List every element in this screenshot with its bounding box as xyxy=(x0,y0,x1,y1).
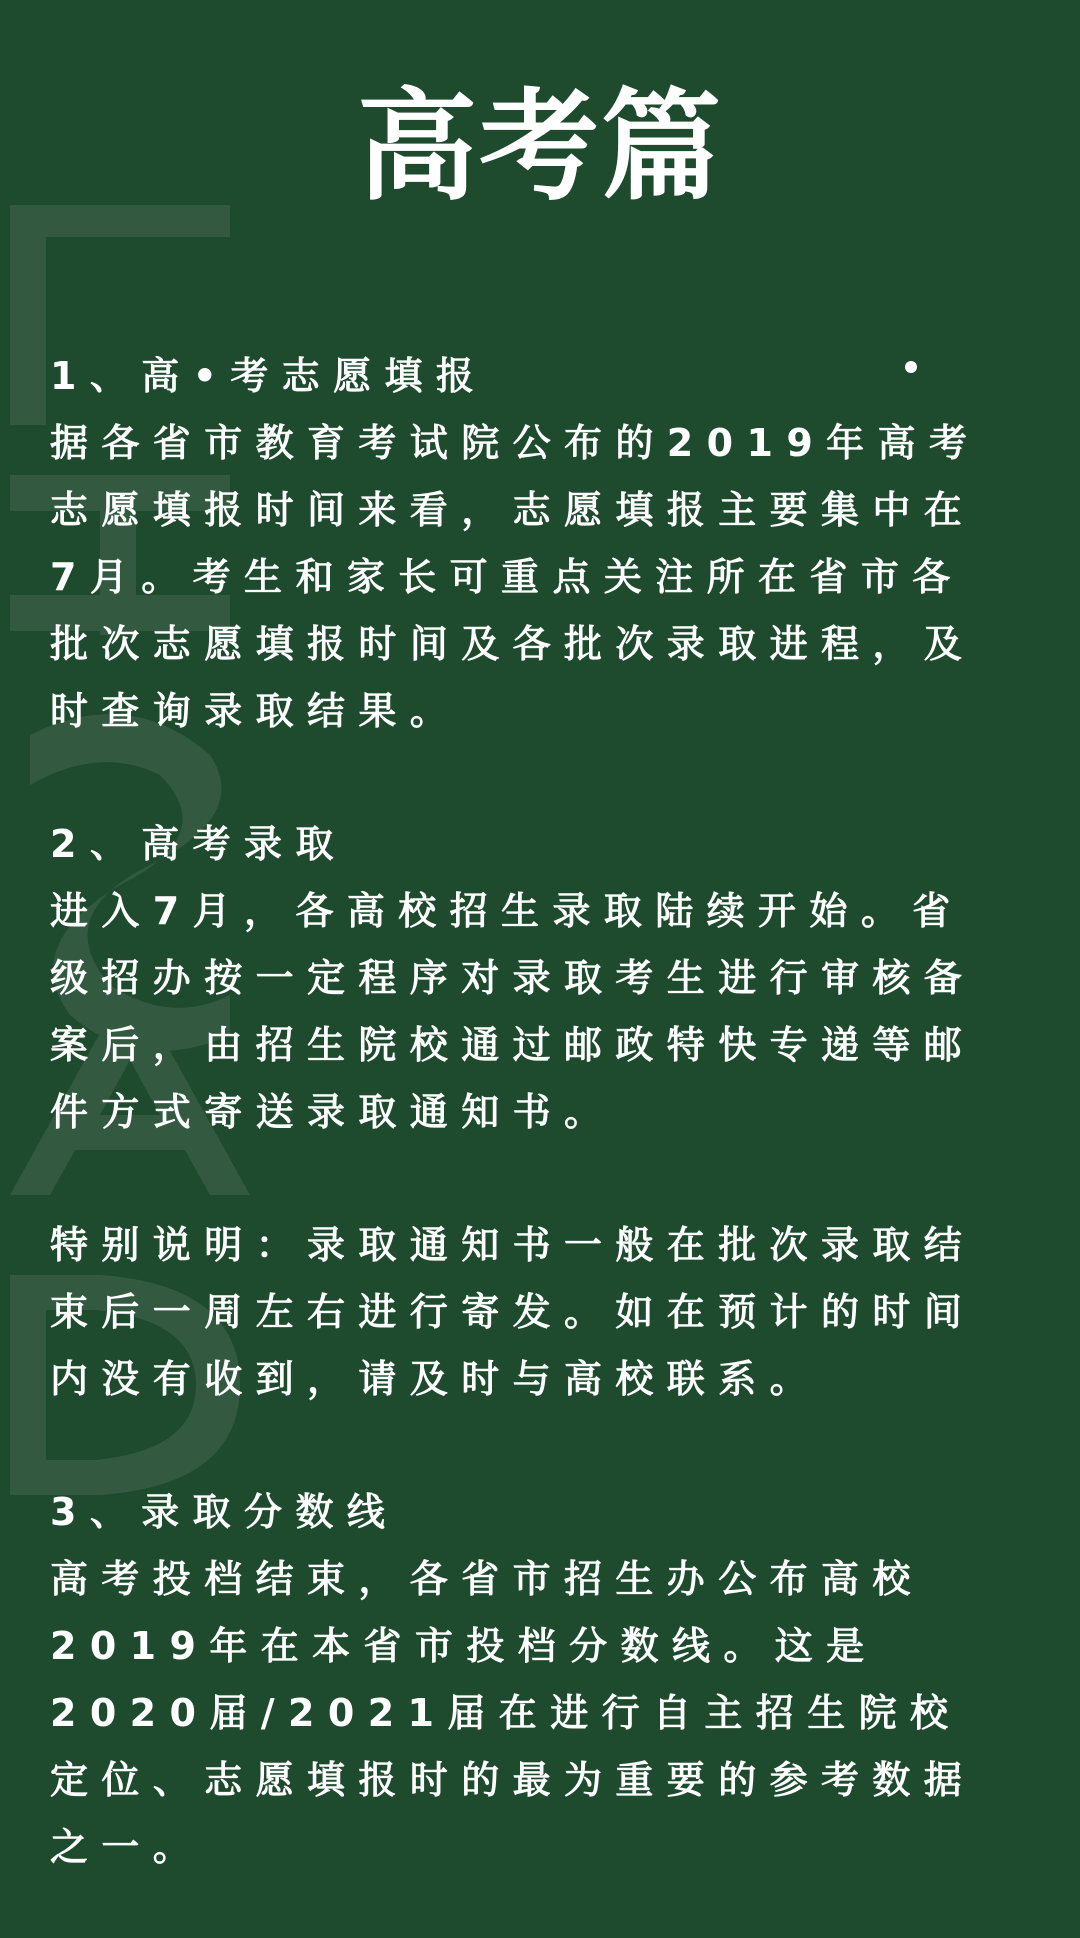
paragraph-line: 批次志愿填报时间及各批次录取进程，及 xyxy=(50,622,976,666)
section-heading: 3、录取分数线 xyxy=(50,1490,399,1534)
section-special-note xyxy=(50,1212,1030,1413)
paragraph-line: 之一。 xyxy=(50,1825,205,1869)
paragraph-line: 志愿填报时间来看，志愿填报主要集中在 xyxy=(50,488,976,532)
paragraph-line: 进入7月，各高校招生录取陆续开始。省 xyxy=(50,889,964,933)
section-score-line xyxy=(50,1479,1030,1881)
section-volunteer-filling xyxy=(50,343,1030,745)
paragraph-line: 2020届/2021届在进行自主招生院校 xyxy=(50,1691,962,1735)
paragraph-line: 件方式寄送录取通知书。 xyxy=(50,1090,616,1134)
paragraph-line: 7月。考生和家长可重点关注所在省市各 xyxy=(50,555,964,599)
paragraph-line: 内没有收到，请及时与高校联系。 xyxy=(50,1357,822,1401)
paragraph-line: 案后，由招生院校通过邮政特快专递等邮 xyxy=(50,1023,976,1067)
page-title: 高考篇 xyxy=(357,78,723,217)
section-heading: 2、高考录取 xyxy=(50,822,347,866)
paragraph-line: 特别说明：录取通知书一般在批次录取结 xyxy=(50,1223,976,1267)
paragraph-line: 定位、志愿填报时的最为重要的参考数据 xyxy=(50,1758,976,1802)
paragraph-line: 2019年在本省市投档分数线。这是 xyxy=(50,1624,878,1668)
paragraph-line: 时查询录取结果。 xyxy=(50,689,462,733)
paragraph-line: 束后一周左右进行寄发。如在预计的时间 xyxy=(50,1290,976,1334)
section-heading: 1、高•考志愿填报 xyxy=(50,354,488,398)
paragraph-line: 据各省市教育考试院公布的2019年高考 xyxy=(50,421,981,465)
paragraph-line: 级招办按一定程序对录取考生进行审核备 xyxy=(50,956,976,1000)
section-admission xyxy=(50,811,1030,1146)
article-body xyxy=(50,343,1030,1881)
paragraph-line: 高考投档结束，各省市招生办公布高校 xyxy=(50,1557,924,1601)
